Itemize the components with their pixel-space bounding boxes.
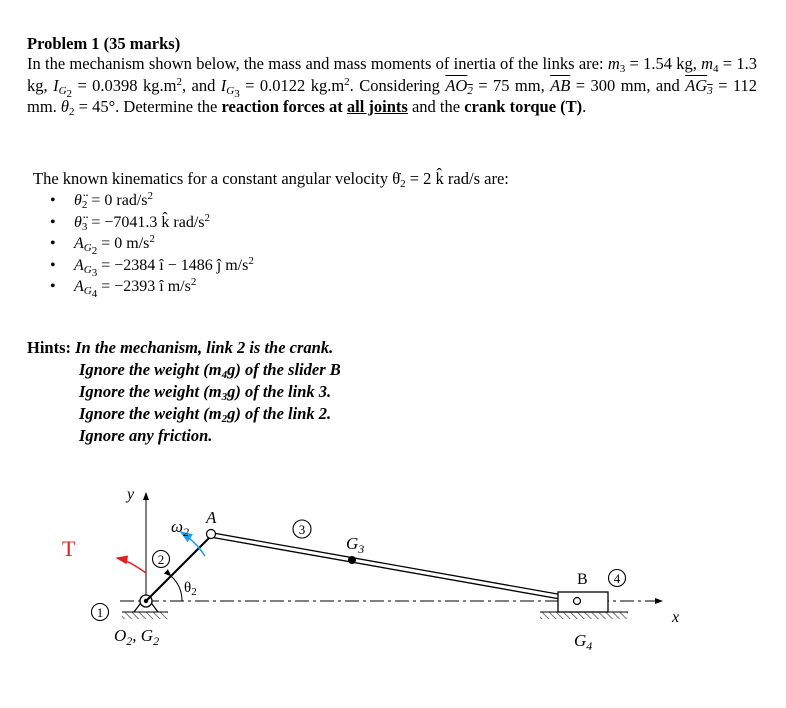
hints-line-2: Ignore the weight $(m_4g)$ of the slider B <box>79 360 341 381</box>
pin-a-label: A <box>206 508 217 527</box>
link-number-3 <box>293 520 311 538</box>
crank-link-2 <box>146 537 210 601</box>
list-item: • $A_{G_3} = -2384$ î − 1486 ĵ $m/s^2$ <box>46 255 254 277</box>
svg-text:3: 3 <box>298 522 306 537</box>
list-item: • $A_{G_2} = 0$ $m/s^2$ <box>46 233 254 255</box>
svg-text:1: 1 <box>96 605 104 620</box>
slider-block-4 <box>558 592 608 612</box>
torque-arrow <box>117 558 146 573</box>
link-number-2 <box>153 551 170 568</box>
ground-hatch-slider <box>540 612 628 619</box>
x-axis-label: x <box>672 609 680 626</box>
g3-label: $G_3$ <box>346 534 365 556</box>
g4-label: $G_4$ <box>574 631 593 653</box>
problem-title: Problem 1 (35 marks) <box>27 34 181 53</box>
hints-line-4: Ignore the weight $(m_2g)$ of the link 2. <box>79 404 332 425</box>
mechanism-diagram <box>0 470 786 670</box>
g3-point <box>348 556 356 564</box>
problem-statement: In the mechanism shown below, the mass and mass moments of inertia of the links are: $m_3 = 1.54$ kg, $m_4 = 1.3$ kg, $I_{G_2} = 0.0398$ $kg.m^2$, and $I_{G_3} = 0.0122$ $kg.m^2$. Considering $AO_2 = 75$ mm, $\overline{AB} = 300$ mm, and $AG_3 = 112$ mm. $\theta_2 = 45^\circ$. Determine the reaction forces at all joints and the crank torque (T). <box>27 54 757 118</box>
link-number-4 <box>609 570 626 587</box>
y-axis-label: y <box>127 486 135 503</box>
all-joints-emphasis: all joints <box>346 97 408 116</box>
o2-g2-label: $O_2$, $G_2$ <box>114 626 160 648</box>
list-item: • $A_{G_4} = -2393$ î $m/s^2$ <box>46 276 254 298</box>
hints-line-3: Ignore the weight $(m_3g)$ of the link 3. <box>79 382 332 403</box>
list-item: • $\thetä_2 = 0$ rad/$s^2$ <box>46 190 254 212</box>
link-number-1 <box>92 604 109 621</box>
kinematics-list <box>46 190 254 298</box>
coupler-link-3 <box>210 537 577 602</box>
hints-line-1: Hints: In the mechanism, link 2 is the crank. <box>27 338 334 357</box>
theta-label: $\theta_2$ <box>184 580 197 598</box>
hints-line-5: Ignore any friction. <box>79 426 213 445</box>
omega-label: $\omega_2$ <box>171 517 190 539</box>
kinematics-intro: The known kinematics for a constant angular velocity $\thetȧ_2 = 2$ k̂ rad/s are: <box>33 169 509 190</box>
theta-arc <box>171 576 182 601</box>
svg-text:2: 2 <box>157 552 165 567</box>
list-item: • $\thetä_3 = -7041.3$ k̂ rad/$s^2$ <box>46 212 254 234</box>
torque-label: T <box>62 536 76 561</box>
pin-b <box>574 598 581 605</box>
b-label: B <box>577 571 588 588</box>
svg-text:4: 4 <box>613 571 621 586</box>
pin-a <box>207 530 216 539</box>
ground-hatch-o2 <box>122 612 168 619</box>
